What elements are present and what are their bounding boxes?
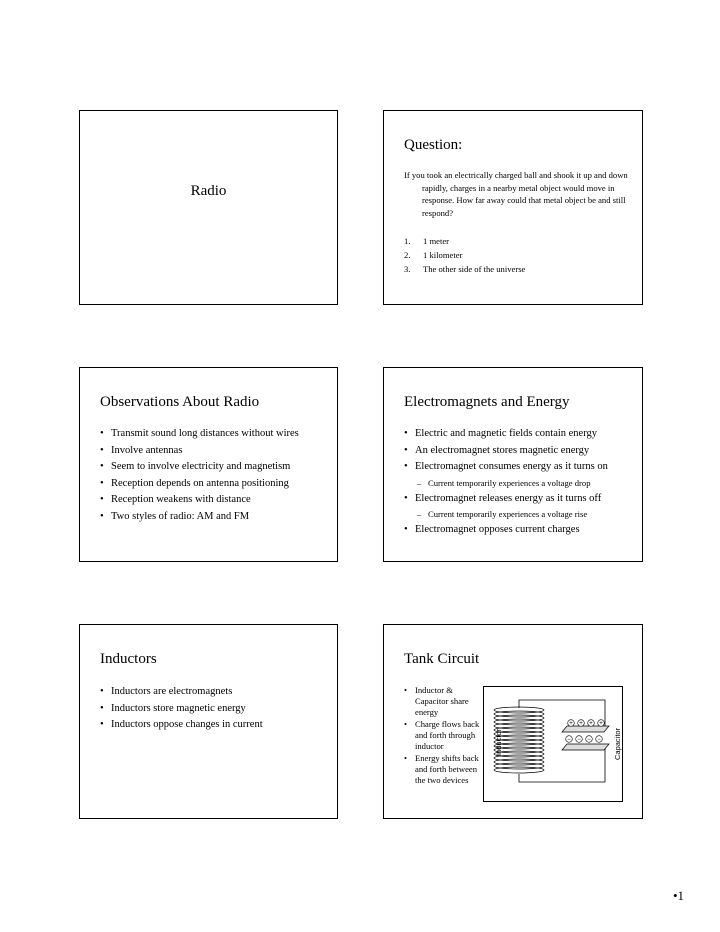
list-item: • Reception depends on antenna positioning — [100, 476, 299, 493]
page-number: •1 — [672, 888, 684, 903]
minus-sign: − — [577, 737, 581, 743]
list-item: • Seem to involve electricity and magnetism — [100, 459, 299, 476]
sub-list-item: – Current temporarily experiences a voltage rise — [404, 507, 608, 522]
bullet-list — [404, 685, 480, 787]
slide-title: Electromagnets and Energy — [404, 394, 570, 410]
slide-inductors — [79, 624, 338, 819]
slide-observations — [79, 367, 338, 562]
answer-option: 2. 1 kilometer — [404, 250, 463, 260]
bullet-list — [404, 426, 608, 539]
list-item: • Reception weakens with distance — [100, 492, 299, 509]
slide-electromagnets — [383, 367, 643, 562]
minus-sign: − — [587, 737, 591, 743]
slide-question — [383, 110, 643, 305]
list-item: • Transmit sound long distances without wires — [100, 426, 299, 443]
slide-tank-circuit — [383, 624, 643, 819]
list-item: • Two styles of radio: AM and FM — [100, 509, 299, 526]
list-item: • Inductors are electromagnets — [100, 684, 263, 701]
plus-sign: + — [599, 721, 603, 727]
list-item: • Inductor & Capacitor share energy — [404, 685, 480, 718]
bullet-list — [100, 426, 299, 525]
slide-title: Question: — [404, 137, 463, 153]
list-item: • Inductors store magnetic energy — [100, 701, 263, 718]
list-item: • Electromagnet opposes current charges — [404, 522, 608, 539]
slide-title: Observations About Radio — [100, 394, 260, 410]
list-item: • An electromagnet stores magnetic energy — [404, 443, 608, 460]
list-item: • Electromagnet releases energy as it turns off — [404, 491, 608, 508]
tank-circuit-diagram — [483, 686, 623, 802]
plus-sign: + — [589, 721, 593, 727]
answer-option: 3. The other side of the universe — [404, 264, 526, 274]
slide-title: Radio — [190, 183, 227, 199]
plus-sign: + — [569, 721, 573, 727]
list-item: • Charge flows back and forth through inductor — [404, 719, 480, 752]
list-item: • Involve antennas — [100, 443, 299, 460]
slide-title: Inductors — [100, 651, 157, 667]
list-item: • Inductors oppose changes in current — [100, 717, 263, 734]
list-item: • Electric and magnetic fields contain energy — [404, 426, 608, 443]
list-item: • Energy shifts back and forth between the two devices — [404, 753, 480, 786]
minus-sign: − — [597, 737, 601, 743]
plus-sign: + — [579, 721, 583, 727]
sub-list-item: – Current temporarily experiences a voltage drop — [404, 476, 608, 491]
capacitor-label: Capacitor — [613, 727, 622, 760]
list-item: • Electromagnet consumes energy as it turns on — [404, 459, 608, 476]
answer-options — [404, 234, 525, 276]
answer-option: 1. 1 meter — [404, 236, 450, 246]
inductor-label: Inductor — [494, 728, 503, 756]
question-text: If you took an electrically charged ball and shook it up and down rapidly, charges in a nearby metal object would move in response. How far away could that metal object be and still respond? — [404, 170, 628, 218]
minus-sign: − — [567, 737, 571, 743]
slide-title: Tank Circuit — [404, 651, 480, 667]
slide-radio — [79, 110, 338, 305]
bullet-list — [100, 684, 263, 734]
